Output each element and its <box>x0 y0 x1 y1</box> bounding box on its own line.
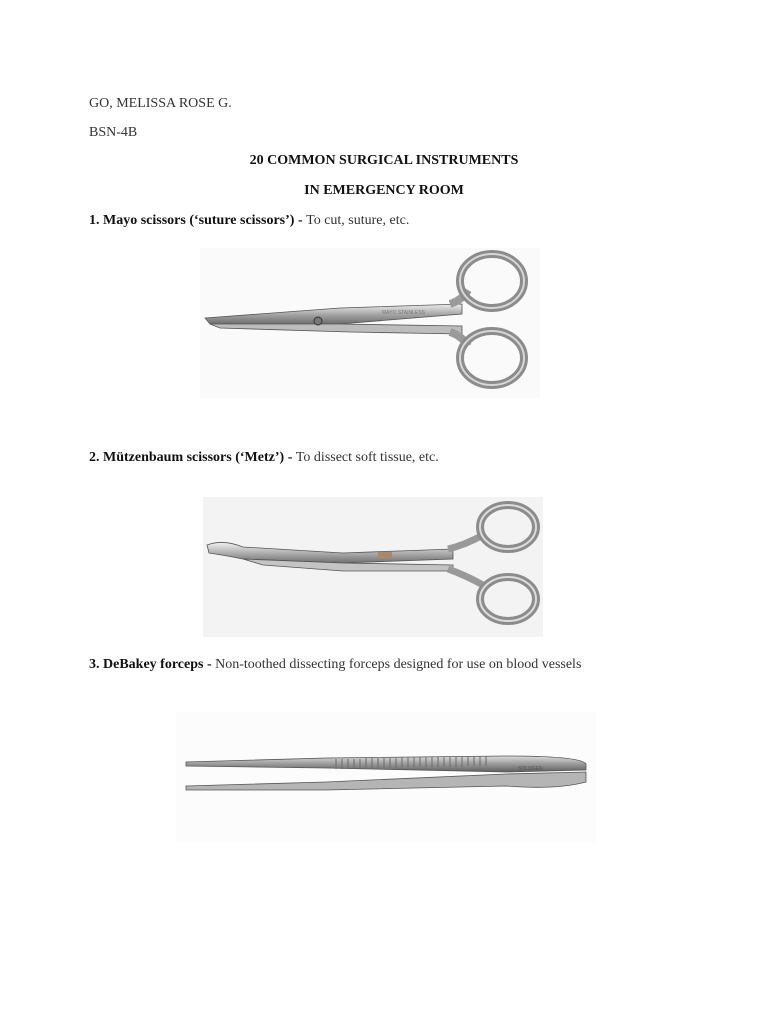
document-title: 20 COMMON SURGICAL INSTRUMENTS <box>249 153 519 168</box>
item-2-caption <box>89 450 439 466</box>
item-1-description: To cut, suture, etc. <box>306 213 410 228</box>
blade-engraving: MAYO STAINLESS <box>382 310 425 316</box>
item-2-number: 2. <box>89 450 100 465</box>
item-3-name: DeBakey forceps <box>103 657 204 672</box>
document-subtitle: IN EMERGENCY ROOM <box>304 183 464 198</box>
item-1-caption <box>89 213 409 229</box>
metzenbaum-scissors-image <box>203 497 543 637</box>
mayo-scissors-image <box>200 248 540 398</box>
item-2-name: Mützenbaum scissors (‘Metz’) <box>103 450 285 465</box>
item-1-separator: - <box>294 213 307 228</box>
item-3-separator: - <box>203 657 216 672</box>
item-3-description: Non-toothed dissecting forceps designed for use on blood vessels <box>215 657 582 672</box>
item-1-number: 1. <box>89 213 100 228</box>
debakey-forceps-image <box>176 712 596 842</box>
handle-engraving: SOLOGEN <box>518 766 543 772</box>
item-3-caption <box>89 657 581 673</box>
item-1-name: Mayo scissors (‘suture scissors’) <box>103 213 295 228</box>
class-section: BSN-4B <box>89 125 138 140</box>
author-name: GO, MELISSA ROSE G. <box>89 96 232 111</box>
item-2-separator: - <box>284 450 296 465</box>
item-2-description: To dissect soft tissue, etc. <box>295 450 439 465</box>
item-3-number: 3. <box>89 657 100 672</box>
